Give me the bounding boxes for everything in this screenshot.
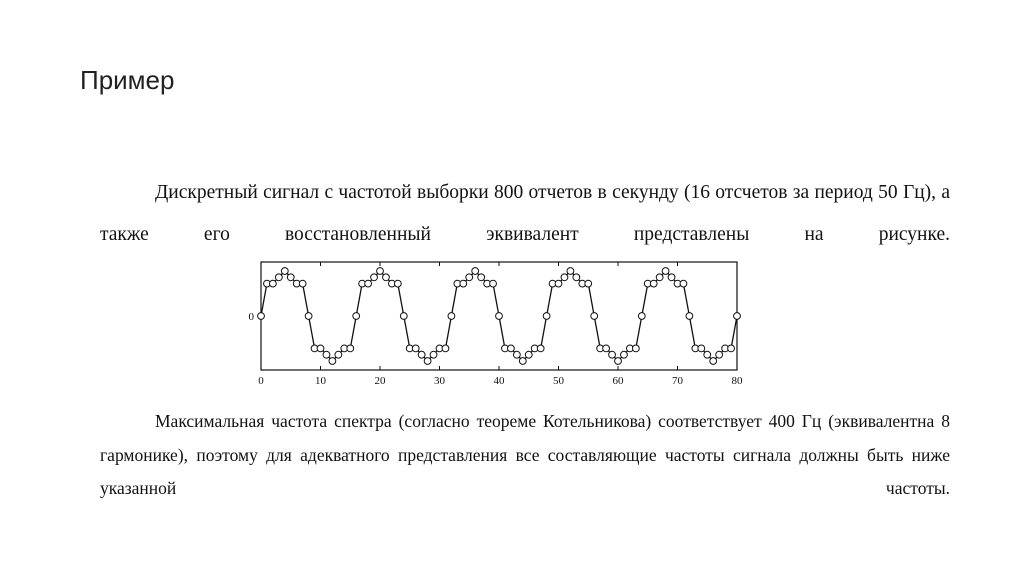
sample-point bbox=[561, 274, 568, 281]
y-tick-label: 0 bbox=[248, 311, 254, 323]
sample-point bbox=[698, 345, 705, 352]
sample-point bbox=[609, 351, 616, 358]
sample-point bbox=[519, 358, 526, 365]
sample-point bbox=[603, 345, 610, 352]
sample-point bbox=[638, 313, 645, 320]
sample-point bbox=[299, 280, 306, 287]
sample-point bbox=[615, 358, 622, 365]
paragraph-conclusion: Максимальная частота спектра (согласно теореме Котельникова) соответствует 400 Гц (эквивалентна 8 гармонике), поэтому для адекватного представления все составляющие частоты сигнала должны быть ниже указанной частоты. bbox=[100, 411, 950, 498]
sample-point bbox=[632, 345, 639, 352]
sample-point bbox=[430, 351, 437, 358]
sample-point bbox=[662, 268, 669, 275]
sample-point bbox=[424, 358, 431, 365]
sample-point bbox=[281, 268, 288, 275]
sample-point bbox=[490, 280, 497, 287]
sample-point bbox=[591, 313, 598, 320]
sample-point bbox=[537, 345, 544, 352]
sample-point bbox=[585, 280, 592, 287]
x-tick-label: 70 bbox=[672, 375, 683, 387]
sample-point bbox=[621, 351, 628, 358]
sample-point bbox=[400, 313, 407, 320]
sample-point bbox=[555, 280, 562, 287]
sample-point bbox=[258, 313, 265, 320]
x-tick-label: 50 bbox=[553, 375, 564, 387]
sample-point bbox=[472, 268, 479, 275]
sample-point bbox=[460, 280, 467, 287]
x-tick-label: 60 bbox=[612, 375, 624, 387]
sample-point bbox=[656, 274, 663, 281]
sample-point bbox=[668, 274, 675, 281]
sample-point bbox=[317, 345, 324, 352]
sample-point bbox=[329, 358, 336, 365]
sample-point bbox=[305, 313, 312, 320]
sample-point bbox=[567, 268, 574, 275]
x-tick-label: 30 bbox=[434, 375, 445, 387]
sample-point bbox=[710, 358, 717, 365]
slide-title: Пример bbox=[80, 65, 175, 95]
sample-point bbox=[394, 280, 401, 287]
sample-point bbox=[377, 268, 384, 275]
x-tick-label: 10 bbox=[315, 375, 326, 387]
sample-point bbox=[728, 345, 735, 352]
sample-point bbox=[412, 345, 419, 352]
sample-point bbox=[287, 274, 294, 281]
sample-point bbox=[716, 351, 723, 358]
sample-point bbox=[525, 351, 532, 358]
x-tick-label: 20 bbox=[374, 375, 386, 387]
sample-point bbox=[513, 351, 520, 358]
sample-point bbox=[734, 313, 741, 320]
sample-point bbox=[335, 351, 342, 358]
sample-point bbox=[508, 345, 515, 352]
sample-point bbox=[466, 274, 473, 281]
sample-point bbox=[442, 345, 449, 352]
sample-point bbox=[650, 280, 657, 287]
sample-point bbox=[275, 274, 282, 281]
sample-point bbox=[496, 313, 503, 320]
sample-point bbox=[448, 313, 455, 320]
sample-point bbox=[371, 274, 378, 281]
sample-point bbox=[704, 351, 711, 358]
sample-point bbox=[347, 345, 354, 352]
sample-point bbox=[353, 313, 360, 320]
sample-point bbox=[573, 274, 580, 281]
x-tick-label: 80 bbox=[731, 375, 743, 387]
x-tick-label: 0 bbox=[258, 375, 264, 387]
sample-point bbox=[383, 274, 390, 281]
sample-point bbox=[418, 351, 425, 358]
sample-point bbox=[543, 313, 550, 320]
sample-point bbox=[686, 313, 693, 320]
sample-point bbox=[478, 274, 485, 281]
signal-chart bbox=[240, 255, 750, 390]
sample-point bbox=[323, 351, 330, 358]
sample-point bbox=[680, 280, 687, 287]
paragraph-description: Дискретный сигнал с частотой выборки 800 отчетов в секунду (16 отсчетов за период 50 Гц), а также его восстановленный эквивалент представлены на рисунке. bbox=[100, 182, 950, 245]
sample-point bbox=[365, 280, 372, 287]
x-tick-label: 40 bbox=[493, 375, 505, 387]
sample-point bbox=[270, 280, 277, 287]
